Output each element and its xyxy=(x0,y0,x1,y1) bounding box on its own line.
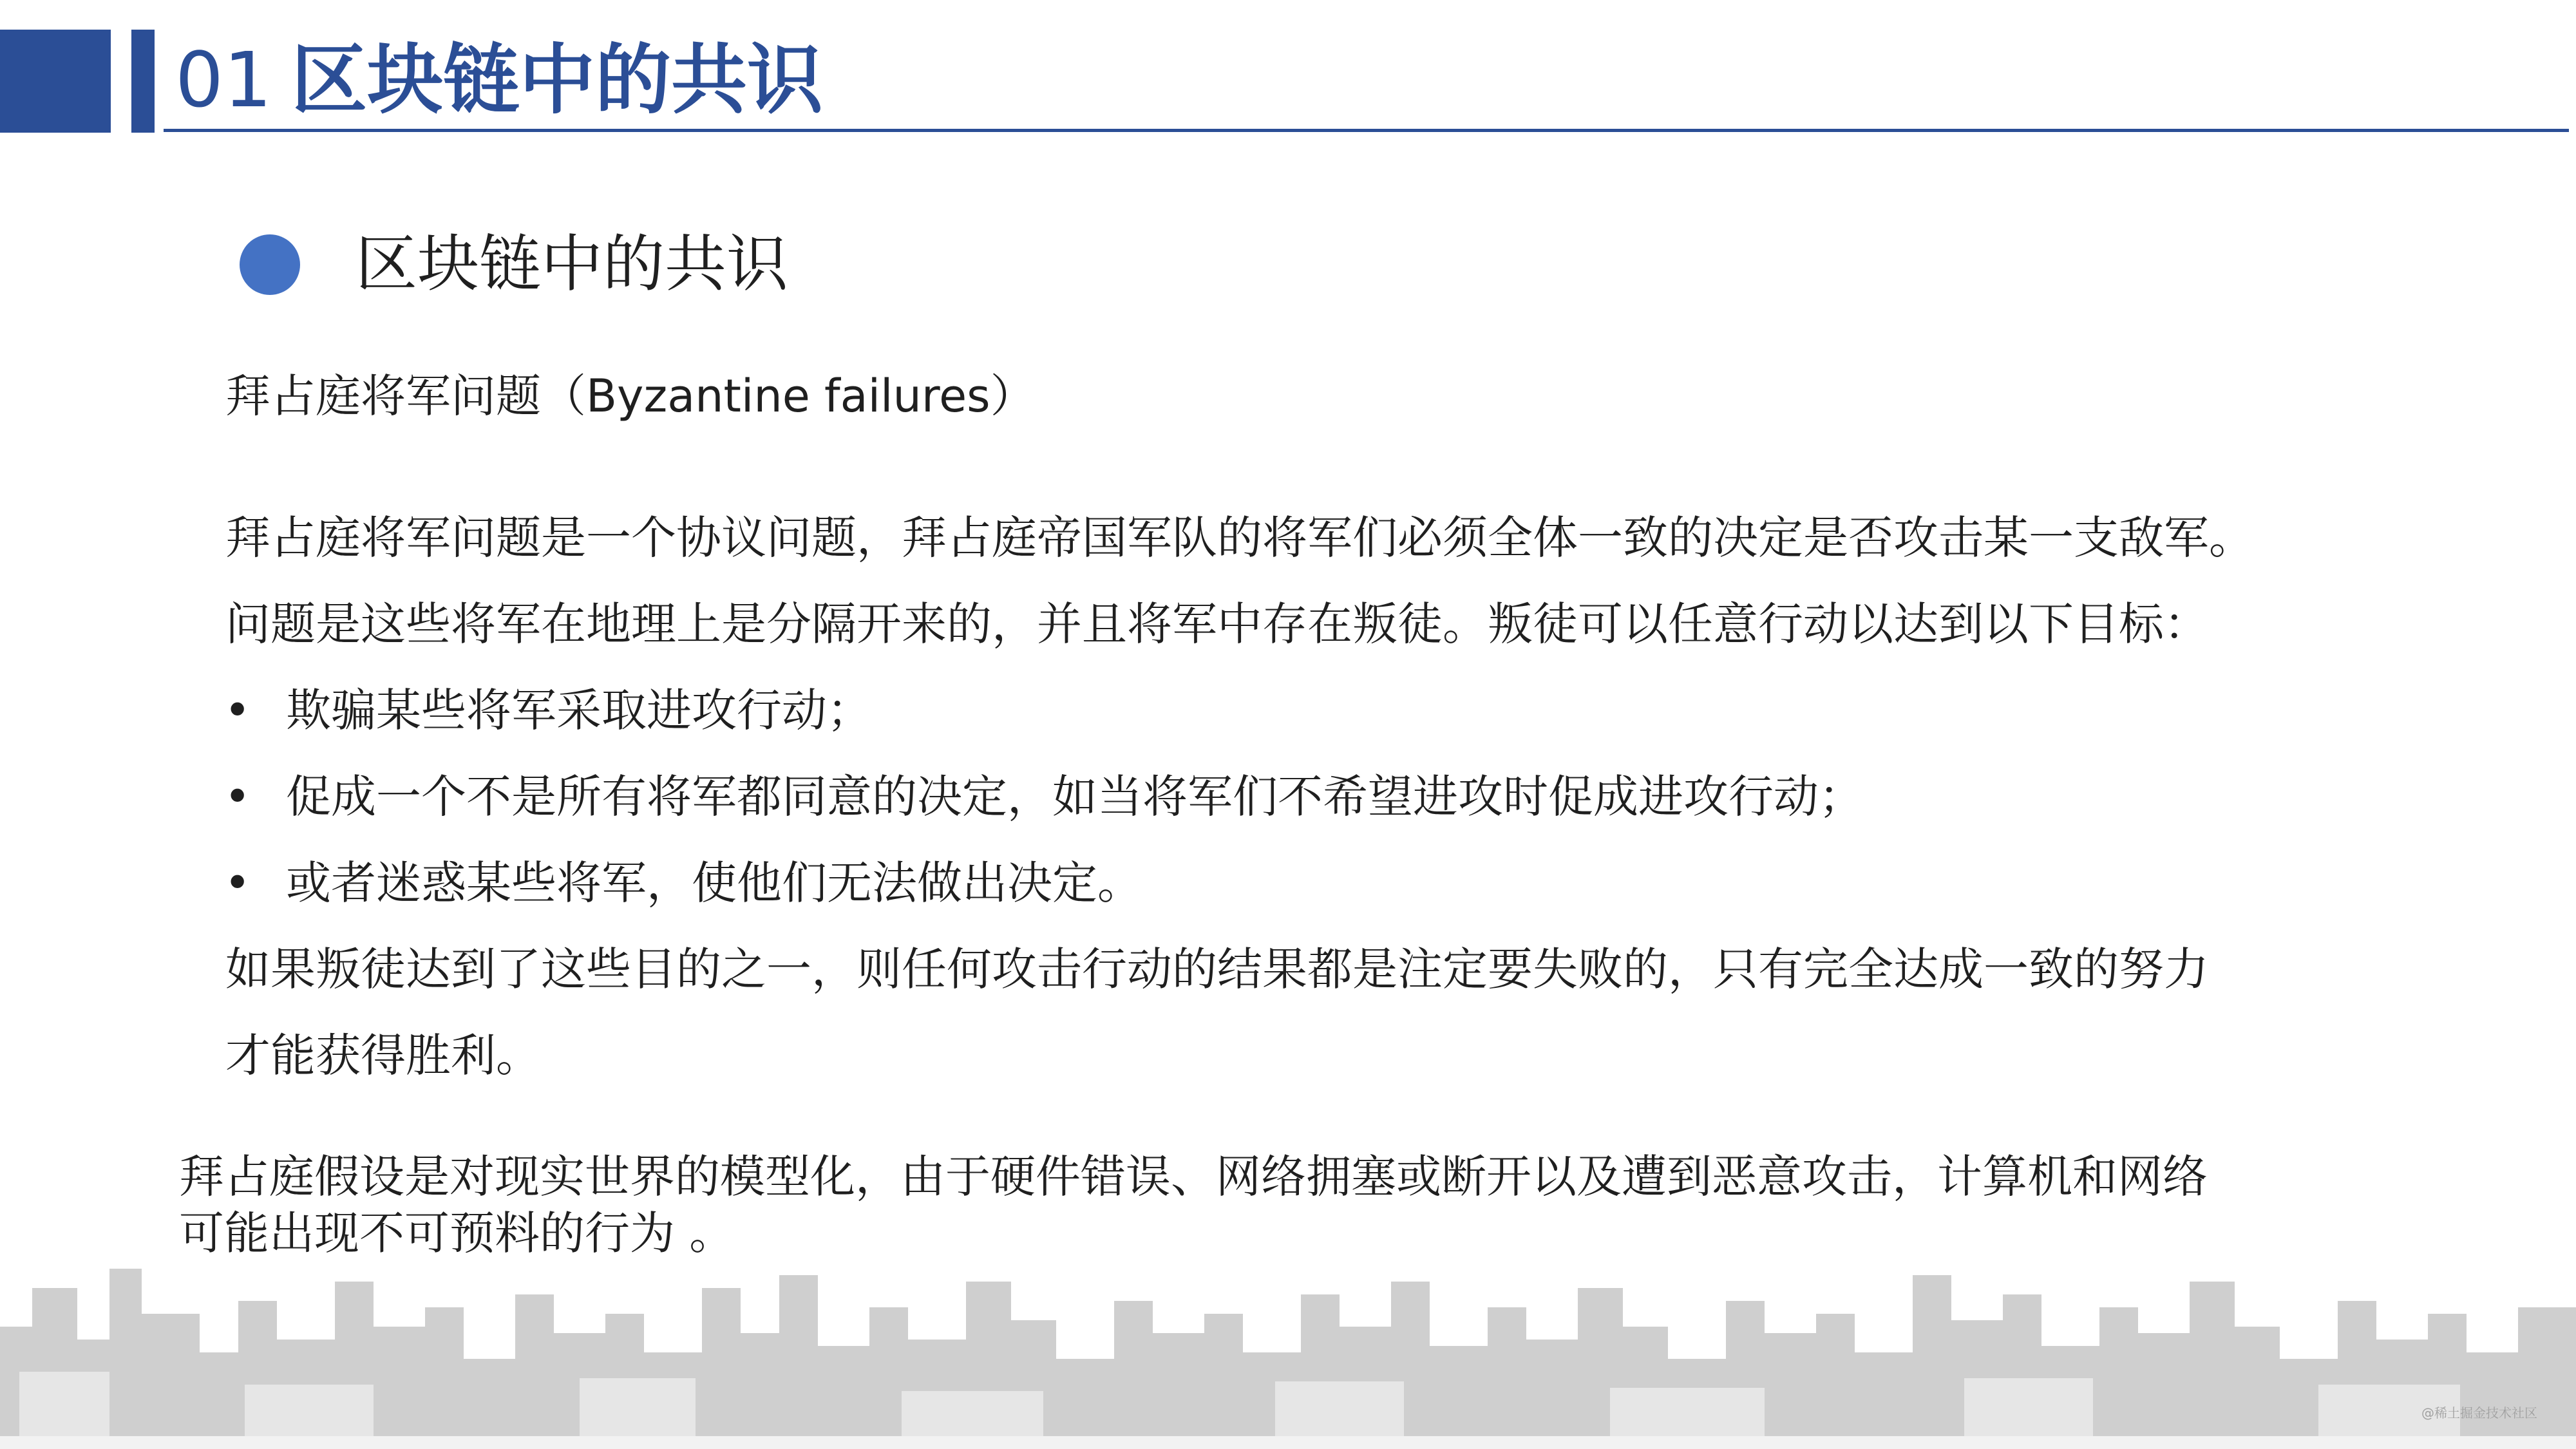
bullet-marker: • xyxy=(224,684,251,737)
paragraph-2-line-2: 才能获得胜利。 xyxy=(225,1029,541,1082)
bullet-item-2: 促成一个不是所有将军都同意的决定，如当将军们不希望进攻时促成进攻行动； xyxy=(286,770,1864,823)
page-title-number: 01 xyxy=(175,35,272,124)
paragraph-3-line-1: 拜占庭假设是对现实世界的模型化，由于硬件错误、网络拥塞或断开以及遭到恶意攻击，计算机和网络 xyxy=(179,1150,2208,1203)
bullet-item-3: 或者迷惑某些将军，使他们无法做出决定。 xyxy=(286,857,1142,909)
header-divider xyxy=(164,129,2569,132)
header-block xyxy=(0,30,111,133)
paragraph-2-line-1: 如果叛徒达到了这些目的之一，则任何攻击行动的结果都是注定要失败的，只有完全达成一致的努力 xyxy=(225,943,2209,996)
section-bullet-dot xyxy=(240,234,300,295)
subtitle: 拜占庭将军问题（Byzantine failures） xyxy=(225,370,1036,422)
paragraph-3-line-2: 可能出现不可预料的行为 。 xyxy=(179,1207,735,1260)
paragraph-1-line-1: 拜占庭将军问题是一个协议问题，拜占庭帝国军队的将军们必须全体一致的决定是否攻击某一支敌军。 xyxy=(225,511,2254,564)
section-title: 区块链中的共识 xyxy=(355,228,788,300)
header-accent-bar xyxy=(131,30,155,133)
paragraph-1-line-2: 问题是这些将军在地理上是分隔开来的，并且将军中存在叛徒。叛徒可以任意行动以达到以下目标： xyxy=(225,598,2209,650)
city-skyline-image xyxy=(0,1243,2576,1449)
bullet-marker: • xyxy=(224,857,251,909)
watermark: @稀土掘金技术社区 xyxy=(2421,1405,2537,1421)
bullet-item-1: 欺骗某些将军采取进攻行动； xyxy=(286,684,872,737)
bullet-marker: • xyxy=(224,770,251,823)
page-title xyxy=(175,28,823,131)
page-title-text: 区块链中的共识 xyxy=(291,35,824,124)
